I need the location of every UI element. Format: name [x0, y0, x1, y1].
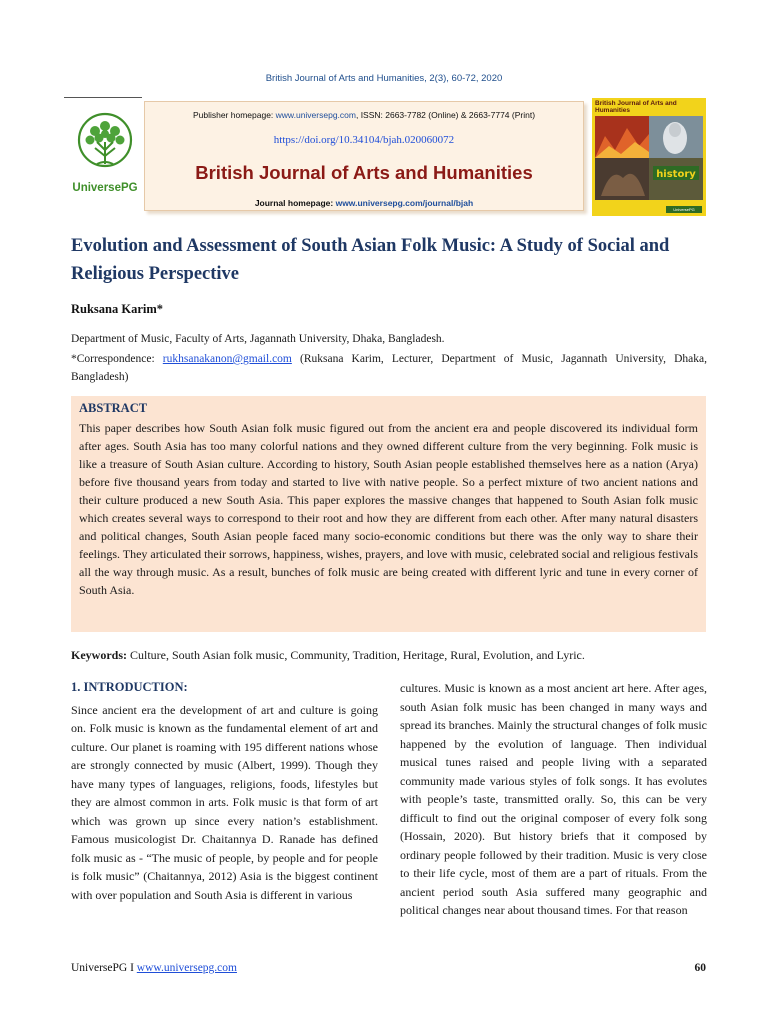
tree-icon	[75, 112, 135, 180]
footer-website-link[interactable]: www.universepg.com	[136, 962, 237, 974]
journal-homepage-link[interactable]: www.universepg.com/journal/bjah	[335, 198, 474, 208]
abstract-heading: ABSTRACT	[79, 401, 148, 415]
running-head: British Journal of Arts and Humanities, 2(3), 60-72, 2020	[265, 73, 503, 84]
cover-footer: UniversePG	[666, 206, 702, 213]
body-column-right	[400, 679, 707, 920]
journal-title: British Journal of Arts and Humanities	[195, 162, 533, 183]
logo-text: UniversePG	[72, 182, 138, 194]
author-affiliation: Department of Music, Faculty of Arts, Jagannath University, Dhaka, Bangladesh.	[71, 333, 445, 345]
correspondence-email-link[interactable]: rukhsanakanon@gmail.com	[162, 353, 292, 365]
journal-home-prefix: Journal homepage:	[254, 198, 336, 208]
publisher-prefix: Publisher homepage:	[192, 110, 276, 120]
journal-info-box	[144, 101, 584, 211]
keywords-label: Keywords:	[71, 648, 127, 662]
article-title: Evolution and Assessment of South Asian Folk Music: A Study of Social and Religious Perspective	[71, 236, 670, 284]
cover-history-word: history	[656, 169, 696, 180]
journal-banner	[64, 98, 706, 218]
journal-homepage-line	[145, 198, 583, 208]
footer-prefix: UniversePG I	[71, 962, 137, 974]
introduction-text-left: Since ancient era the development of art and culture is going on. Folk music is known as the fundamental element of art and culture. Our planet is roaming with 195 different nations whose are strongly connected by music (Albert, 1999). Though they have many types of languages, religions, foods, lifestyles but they are almost common in arts. Folk music is that form of art which was grown up since every nation’s establishment. Famous musicologist Dr. Chaitannya D. Ranade has defined folk music as - “The music of people, by people and for people is folk music” (Chaitannya, 2012) Asia is the biggest continent with over population and South Asia is different in various	[71, 702, 378, 902]
section-heading-introduction: 1. INTRODUCTION:	[71, 680, 188, 694]
page-number: 60	[694, 962, 706, 974]
correspondence-details: (Ruksana Karim, Lecturer, Department of Music, Jagannath University, Dhaka, Bangladesh)	[71, 353, 707, 383]
cover-collage-icon	[595, 116, 703, 200]
body-column-left	[71, 678, 378, 904]
keywords-list: Culture, South Asian folk music, Community, Tradition, Heritage, Rural, Evolution, and Lyric.	[127, 648, 585, 662]
correspondence-prefix: *Correspondence:	[71, 353, 163, 365]
publisher-logo[interactable]	[70, 112, 140, 212]
cover-title: British Journal of Arts and Humanities	[595, 100, 677, 114]
author-name: Ruksana Karim*	[71, 302, 164, 316]
issn-text: , ISSN: 2663-7782 (Online) & 2663-7774 (Print)	[355, 110, 536, 120]
publisher-line	[145, 110, 583, 120]
doi-link[interactable]: https://doi.org/10.34104/bjah.020060072	[273, 134, 455, 146]
introduction-text-right: cultures. Music is known as a most ancient art here. After ages, south Asian folk music has been changed in many ways and spread its branches. Mainly the structural changes of folk music happened by the evolution of language. Then individual musical tunes raised and people living with a separated community made various styles of folk songs. It has evolutes with people’s taste, transmitted orally. So, this can be very difficult to find out the original composer of every folk song (Hossain, 2020). But history briefs that it composed by ordinary people followed by their tradition. Music is very close to their life cycle, most of them are a part of rituals. From the ancient period south Asia suffered many geographic and political changes near about thousand times. For that reason	[400, 681, 707, 917]
keywords	[71, 646, 707, 664]
abstract-text: This paper describes how South Asian folk music figured out from the ancient era and people discovered its individual form after ages. South Asia has too many colorful nations and they owned different culture from the very beginning. Folk music is like a treasure of South Asian culture. According to history, South Asian people established themselves here as a nation (Arya) before five thousand years from today and started to live with native people. So a perfect mixture of two ancient nations and their culture produced a new South Asia. This paper explores the massive changes that happened to South Asian folk music which creates several ways to correspond to their root and how they are different from each other. After many natural disasters and political changes, South Asian people faced many socio-economic conditions but there was the only way to share their feelings. They articulated their sorrows, happiness, wishes, prayers, and love with music, celebrated social and religious festivals all the way through music. As a result, bunches of folk music are being created with different lyric and tune in every corner of South Asia.	[79, 421, 698, 597]
correspondence	[71, 350, 707, 386]
abstract-box	[71, 396, 706, 632]
footer-publisher	[71, 962, 237, 974]
publisher-homepage-link[interactable]: www.universepg.com	[275, 110, 356, 120]
journal-cover-image	[592, 98, 706, 216]
